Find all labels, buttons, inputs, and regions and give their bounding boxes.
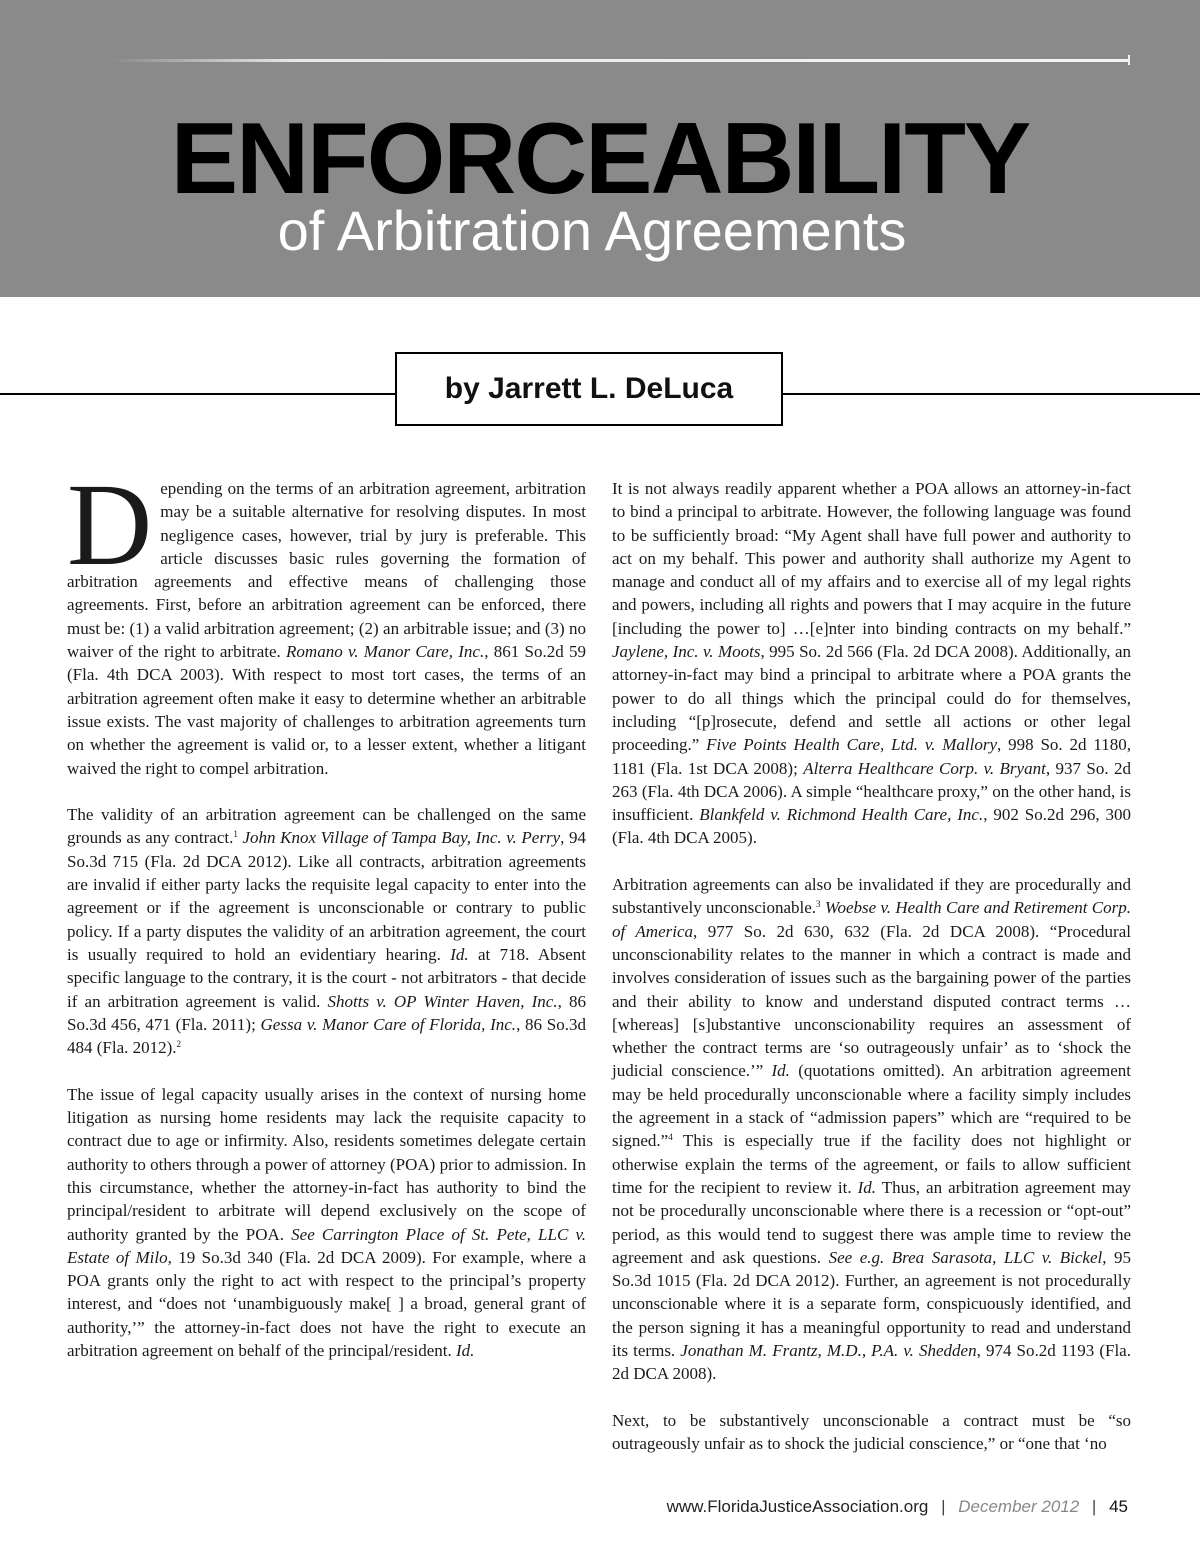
body-paragraph [612,477,1131,850]
paragraph-text: This is especially true if the facility does not highlight or otherwise explain the terms of the agreement, or fails to allow sufficient time for the recipient to review it. [612,1131,1131,1197]
case-citation: See Carrington Place of St. Pete, LLC v. Estate of Milo [67,1224,586,1267]
case-citation: Jaylene, Inc. v. Moots [612,642,761,662]
paragraph-text: , 998 So. 2d 1180, 1181 (Fla. 1st DCA 2008); [612,735,1131,778]
case-citation: Id. [450,944,469,964]
banner-divider [110,59,1130,62]
page-number: 45 [1109,1497,1128,1516]
body-paragraph [67,803,586,1059]
paragraph-text: , 902 So.2d 296, 300 (Fla. 4th DCA 2005). [612,805,1131,848]
case-citation: Id. [455,1340,475,1360]
paragraph-text: Next, to be substantively unconscionable a contract must be “so outrageously unfair as to shock the judicial conscience,” or “one that ‘no [612,1410,1131,1454]
paragraph-text: The validity of an arbitration agreement can be challenged on the same grounds as any contract. [67,805,586,848]
case-citation: Id. [771,1061,790,1081]
paragraph-text: , 977 So. 2d 630, 632 (Fla. 2d DCA 2008). “Procedural unconscionability relates to the manner in which a contract is made and involves consideration of issues such as the bargaining power of the parties and their ability to know and understand disputed contract terms … [whereas] [s]ubstantive unconscionability requires an assessment of whether the contract terms are ‘so outrageously unfair’ as to ‘shock the judicial conscience.’” [612,921,1131,1081]
footnote-marker: 1 [233,829,238,840]
body-paragraph [612,1409,1131,1456]
paragraph-text: , 19 So.3d 340 (Fla. 2d DCA 2009). For example, where a POA grants only the right to act with respect to the principal’s property interest, and “does not ‘unambiguously make[ ] a broad, general grant of authority,’” the attorney-in-fact does not have the right to execute an arbitration agreement on behalf of the principal/resident. [67,1247,586,1360]
case-citation: Gessa v. Manor Care of Florida, Inc. [260,1014,517,1034]
body-paragraph [67,459,586,780]
footnote-marker: 2 [176,1039,182,1050]
paragraph-text: , 861 So.2d 59 (Fla. 4th DCA 2003). With respect to most tort cases, the terms of an arbitration agreement often make it easy to determine whether an arbitrable issue exists. The vast majority of challenges to arbitration agreements turn on whether the agreement is valid or, to a lesser extent, whether a litigant waived the right to compel arbitration. [67,642,586,778]
paragraph-text: Arbitration agreements can also be invalidated if they are procedurally and substantively unconscionable. [612,875,1131,918]
case-citation: Romano v. Manor Care, Inc. [286,642,485,662]
paragraph-text: , 86 So.3d 484 (Fla. 2012). [67,1014,586,1058]
drop-cap: D [67,459,153,590]
case-citation: Shotts v. OP Winter Haven, Inc. [327,991,558,1011]
footer-date: December 2012 [958,1497,1080,1516]
paragraph-text: , 94 So.3d 715 (Fla. 2d DCA 2012). Like all contracts, arbitration agreements are invalid if either party lacks the requisite legal capacity to enter into the agreement or if the agreement is unconscionable or contrary to public policy. If a party disputes the validity of an arbitration agreement, the court is usually required to hold an evidentiary hearing. [67,828,587,964]
footer-separator: | [1091,1497,1097,1516]
footnote-marker: 4 [668,1132,673,1143]
paragraph-text: , 974 So.2d 1193 (Fla. 2d DCA 2008). [612,1340,1131,1384]
footer-website[interactable]: www.FloridaJusticeAssociation.org [666,1497,929,1516]
paragraph-text: epending on the terms of an arbitration agreement, arbitration may be a suitable alternative for resolving disputes. In most negligence cases, however, trial by jury is preferable. This article discusses basic rules governing the formation of arbitration agreements and effective means of challenging those agreements. First, before an arbitration agreement can be enforced, there must be: (1) a valid arbitration agreement; (2) an arbitrable issue; and (3) no waiver of the right to arbitrate. [67,479,586,662]
article-subtitle: of Arbitration Agreements [277,199,907,262]
article-title: ENFORCEABILITY [170,103,1030,215]
paragraph-text: Thus, an arbitration agreement may not be procedurally unconscionable where there is a recession or “opt-out” period, as this would tend to suggest there was ample time to review the agreement and ask questions. [612,1177,1131,1267]
paragraph-text: It is not always readily apparent whether a POA allows an attorney-in-fact to bind a principal to arbitrate. However, the following language was found to be sufficiently broad: “My Agent shall have full power and authority to act on my behalf. This power and authority shall authorize my Agent to manage and conduct all of my affairs and to exercise all of my legal rights and powers, including all rights and powers that I may acquire in the future [including the power to] …[e]nter into binding contracts on my behalf.” [612,479,1131,638]
byline-rule-left [0,393,396,395]
body-paragraph [612,873,1131,1386]
case-citation: Jonathan M. Frantz, M.D., P.A. v. Shedden [680,1340,977,1360]
footer-separator: | [941,1497,946,1516]
right-column [612,477,1131,1479]
title-banner [0,0,1200,297]
left-column [67,459,587,1386]
banner-divider-end [1128,55,1130,65]
paragraph-text: , 95 So.3d 1015 (Fla. 2d DCA 2012). Further, an agreement is not procedurally unconscionable where it is a separate form, conspicuously identified, and the person signing it has a meaningful opportunity to read and understand its terms. [612,1247,1132,1360]
footnote-marker: 3 [816,899,821,910]
paragraph-text: The issue of legal capacity usually arises in the context of nursing home litigation as nursing home residents may lack the requisite capacity to contract due to age or infirmity. Also, residents sometimes delegate certain authority to others through a power of attorney (POA) prior to admission. In this circumstance, whether the attorney-in-fact has authority to bind the principal/resident to arbitrate will depend exclusively on the scope of authority granted by the POA. [67,1084,586,1244]
case-citation: Id. [857,1177,877,1197]
byline: by Jarrett L. DeLuca [395,352,783,426]
case-citation: John Knox Village of Tampa Bay, Inc. v. Perry [242,828,561,848]
page-footer [667,1497,1128,1521]
case-citation: Five Points Health Care, Ltd. v. Mallory [706,735,998,755]
case-citation: Alterra Healthcare Corp. v. Bryant [803,758,1046,778]
paragraph-text: , 86 So.3d 456, 471 (Fla. 2011); [67,991,587,1034]
byline-rule-right [782,393,1200,395]
paragraph-text: at 718. Absent specific language to the contrary, it is the court - not arbitrators - that decide if an arbitration agreement is valid. [67,944,586,1011]
case-citation: See e.g. Brea Sarasota, LLC v. Bickel [828,1247,1103,1267]
paragraph-text: (quotations omitted). An arbitration agreement may be held procedurally unconscionable where a facility simply includes the agreement in a stack of “admission papers” which are “required to be signed.” [612,1061,1131,1151]
case-citation: Woebse v. Health Care and Retirement Corp. of America [612,898,1132,941]
paragraph-text: , 937 So. 2d 263 (Fla. 4th DCA 2006). A simple “healthcare proxy,” on the other hand, is insufficient. [612,758,1131,825]
paragraph-text: , 995 So. 2d 566 (Fla. 2d DCA 2008). Additionally, an attorney-in-fact may bind a principal to arbitrate where a POA grants the power to do all things which the principal could do for themselves, including “[p]rosecute, defend and settle all actions or other legal proceeding.” [612,642,1131,755]
case-citation: Blankfeld v. Richmond Health Care, Inc. [699,805,984,825]
body-paragraph [67,1083,586,1363]
